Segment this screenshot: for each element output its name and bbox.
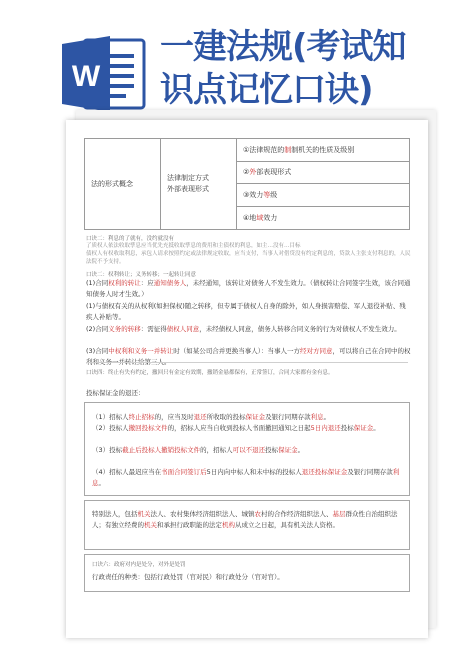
paragraph: 特别法人，包括机关法人、农村集体经济组织法人、城镇农村的合作经济组织法人、基层群众性自治组织法人；有独立经费的机关和承担行政职能的法定机构从成立之日起，具有机关法人资格。 — [92, 510, 398, 529]
paragraph: (1)与债权有关的从权利(如担保权)随之转移，但专属于债权人自身的除外，如人身损害赔偿、军人退役补贴、残疾人补贴等。 — [86, 302, 406, 321]
list-item: （3）投标截止后投标人撤销投标文件的，招标人可以不退还投标保证金。 — [92, 446, 305, 454]
paragraph: (3)合同中权利和义务一并转让时（如某公司合并更换当事人）：当事人一方经对方同意，可以将自己在合同中的权利和义务一并转让给第三人。 — [86, 347, 411, 366]
divider — [86, 362, 408, 363]
table-row: ③ 效力 等 级 — [237, 184, 409, 207]
document-page — [66, 120, 428, 638]
method-line-2: 外部表现形式 — [167, 185, 209, 193]
table-row: ② 外 部表现形式 — [237, 162, 409, 185]
section-heading: 口诀六：政府对内是处分，对外是处罚 — [92, 562, 186, 568]
table-cell-method — [161, 139, 237, 229]
svg-text:W: W — [71, 60, 101, 93]
section-heading: 口诀二：权利转让；义务转移；一起转让同意 — [86, 272, 197, 278]
overlapped-text: 债权人有权收取利息，承包人请求按照约定或法律规定收取，应当支付，当事人对借贷没有约定利息的，贷款人主张支付利息的，人民法院不予支持。 — [86, 251, 411, 265]
list-item: （2）投标人撤回投标文件的，招标人应当自收到投标人书面撤回通知之日起5日内退还投标保证金。 — [92, 424, 380, 432]
table-row: ① 法律规范的 制 制机关的性质及级别 — [237, 139, 409, 162]
title-line-1: 一建法规(考试知 — [160, 27, 406, 67]
document-title — [160, 26, 460, 112]
section-heading: 口诀二：利息的了就有，没约就没有 — [86, 236, 175, 242]
paragraph: (2)合同义务的转移：需征得债权人同意，未经债权人同意，债务人转移合同义务的行为对债权人不发生效力。 — [86, 325, 401, 333]
paragraph: 行政责任的种类：包括行政处罚（官对民）和行政处分（官对官）。 — [92, 573, 284, 581]
table-row: ④ 地 域 效力 — [243, 213, 278, 222]
header — [0, 0, 474, 118]
table-cell-concept: 法的形式概念 — [85, 139, 161, 229]
paragraph: (1)合同权利的转让：应通知债务人，未经通知，该转让对债务人不发生效力。（债权转让合同签字生效，该合同通知债务人时才生效。） — [86, 279, 411, 298]
section-heading: 口诀四：终止有失有约定，撤回只有金定有效期，撤销金悬都保有，正常签订，合同大家都有金有息。 — [86, 370, 334, 376]
word-icon — [62, 34, 148, 114]
overlapped-text: 了质权人依法收取孳息应当优先充抵收取孳息的费用和主债权的利息，如主…没有…目标 — [86, 243, 301, 249]
title-line-2: 识点记忆口诀) — [160, 70, 373, 110]
method-line-1: 法律制定方式 — [167, 174, 209, 182]
section-subtitle: 投标保证金的退还： — [86, 389, 145, 397]
law-form-table — [84, 138, 410, 230]
list-item: （4）招标人最迟应当在书面合同签订后5日内向中标人和未中标的投标人退还投标保证金及银行同期存款利息。 — [92, 468, 400, 487]
list-item: （1）招标人终止招标的，应当及时退还所收取的投标保证金及银行同期存款利息。 — [92, 413, 331, 421]
